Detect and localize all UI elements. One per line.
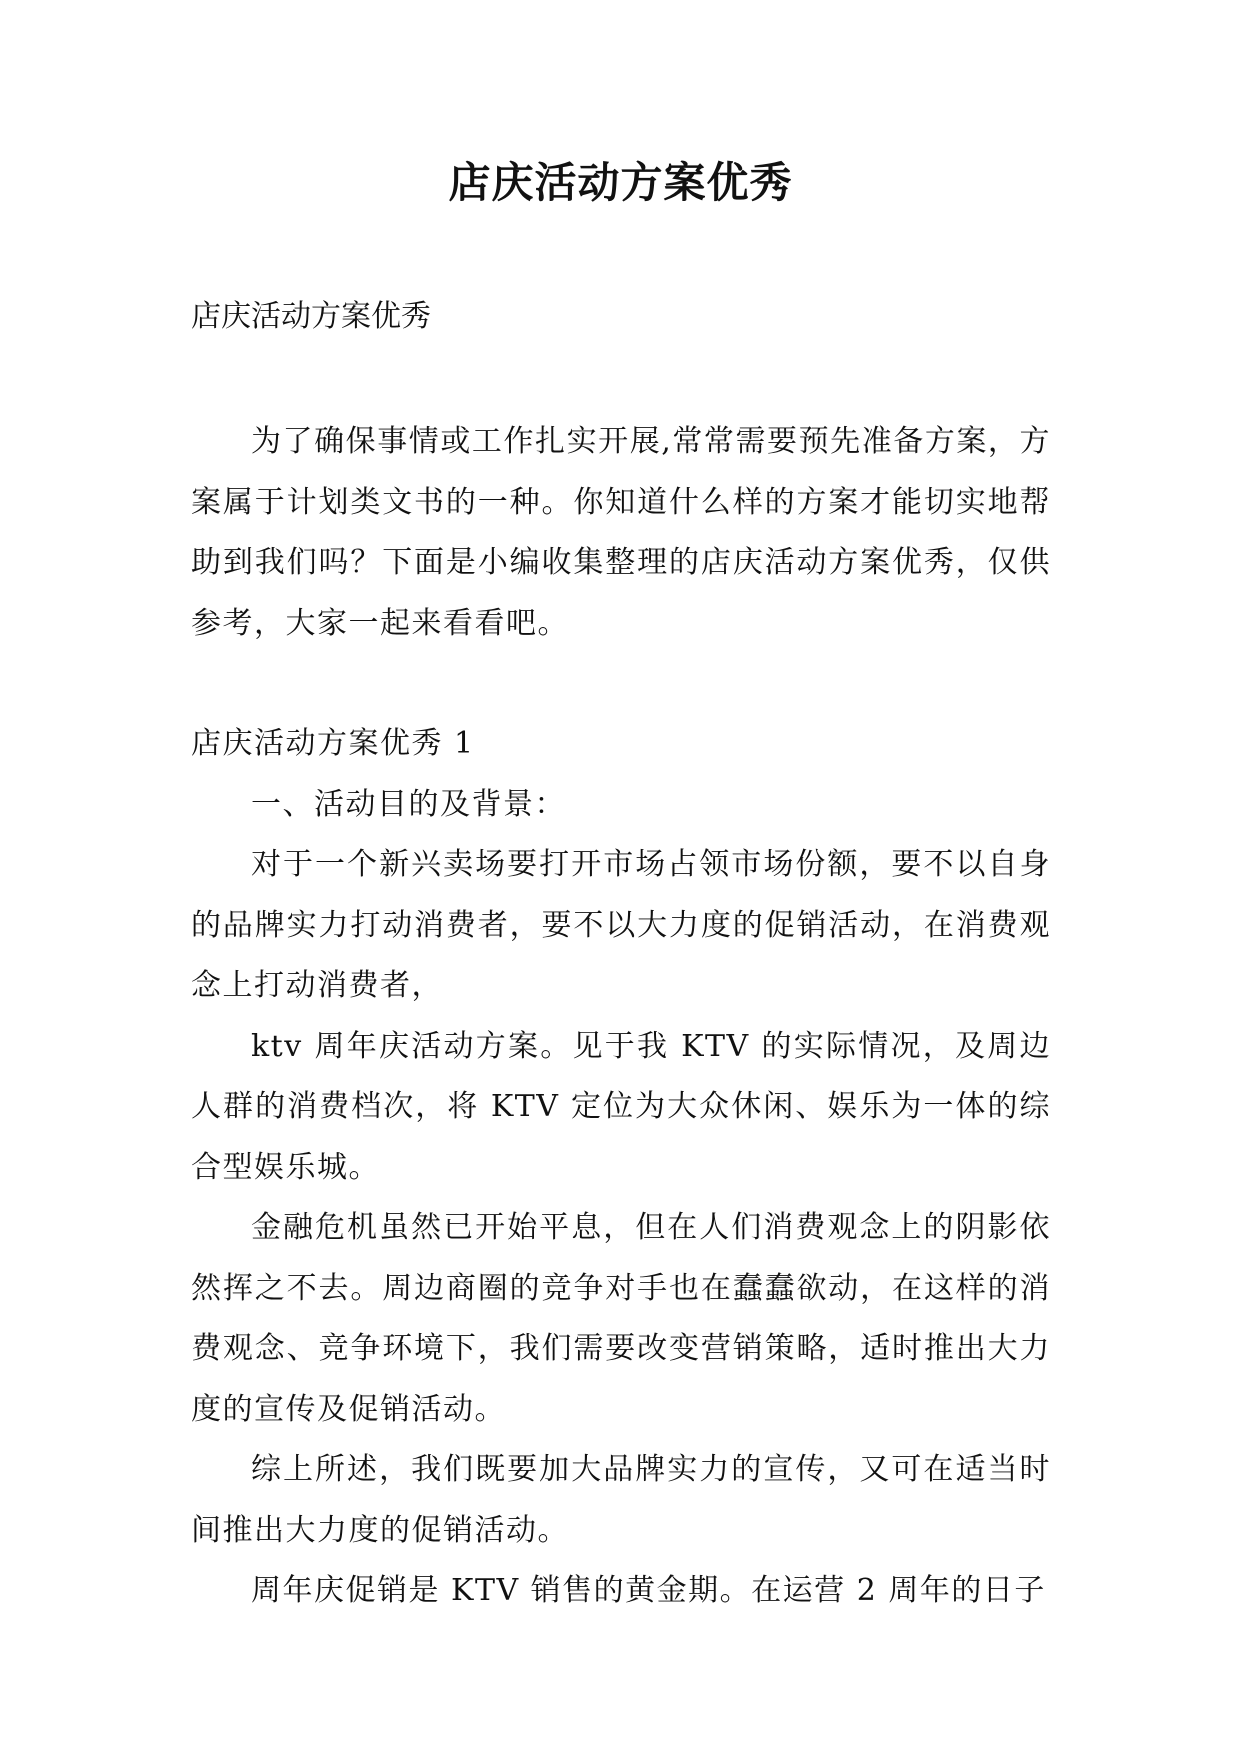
body-paragraph: ktv 周年庆活动方案。见于我 KTV 的实际情况，及周边人群的消费档次，将 KTV 定位为大众休闲、娱乐为一体的综合型娱乐城。	[191, 1028, 1051, 1185]
body-paragraph: 金融危机虽然已开始平息，但在人们消费观念上的阴影依然挥之不去。周边商圈的竞争对手也在蠢蠢欲动，在这样的消费观念、竞争环境下，我们需要改变营销策略，适时推出大力度的宣传及促销活动。	[191, 1210, 1051, 1427]
section-heading: 店庆活动方案优秀 1	[191, 726, 475, 761]
body-paragraph: 周年庆促销是 KTV 销售的黄金期。在运营 2 周年的日子	[251, 1573, 1046, 1608]
body-paragraph: 综上所述，我们既要加大品牌实力的宣传，又可在适当时间推出大力度的促销活动。	[191, 1452, 1051, 1548]
document-body	[191, 412, 1051, 1622]
body-paragraph: 对于一个新兴卖场要打开市场占领市场份额，要不以自身的品牌实力打动消费者，要不以大力度的促销活动，在消费观念上打动消费者，	[191, 847, 1051, 1003]
document-subtitle: 店庆活动方案优秀	[191, 299, 431, 334]
intro-paragraph: 为了确保事情或工作扎实开展,常常需要预先准备方案，方案属于计划类文书的一种。你知道什么样的方案才能切实地帮助到我们吗？下面是小编收集整理的店庆活动方案优秀，仅供参考，大家一起来看看吧。	[191, 424, 1051, 641]
body-paragraph: 一、活动目的及背景：	[251, 786, 566, 822]
document-title: 店庆活动方案优秀	[448, 158, 793, 207]
